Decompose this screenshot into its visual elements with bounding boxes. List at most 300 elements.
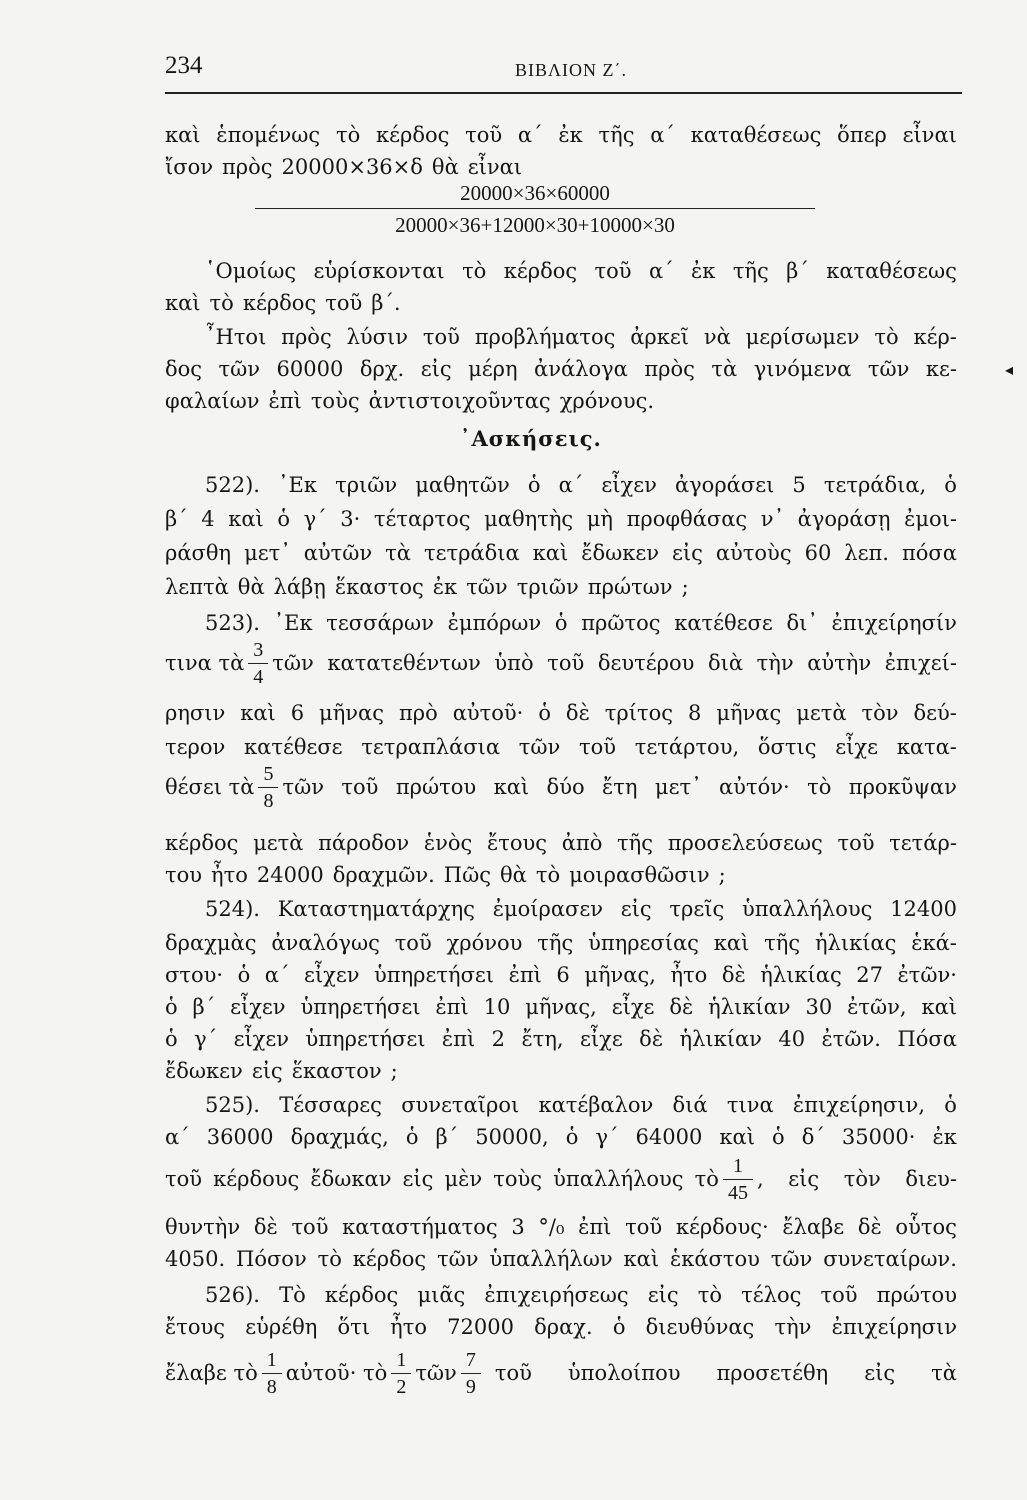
word: °/₀ (538, 1215, 565, 1239)
fraction-denominator: 45 (723, 1179, 753, 1206)
fraction-numerator: 5 (263, 762, 274, 785)
word: εἰς (620, 897, 652, 921)
word: 27 (856, 963, 883, 987)
word: ἐκ (691, 259, 716, 283)
word: μῆνας, (584, 963, 656, 987)
word: ἐπιχειρήσεως (484, 1283, 629, 1307)
word: τοῦ (291, 1215, 329, 1239)
word: 36000 (206, 1125, 274, 1149)
word: δεύ- (913, 701, 957, 725)
word: προκῦψαν (848, 775, 957, 799)
word: εἶχε (835, 735, 878, 759)
word: τὸ (335, 123, 361, 147)
word: τῆς (732, 259, 769, 283)
word: ὑπαλλήλων (489, 1247, 613, 1271)
word: εἶχεν (601, 473, 657, 497)
fraction-line (165, 628, 957, 698)
word: ἑνὸς (423, 831, 473, 855)
word: τοῦ (547, 651, 585, 675)
word: 40 (778, 1027, 806, 1051)
word: ὑπαλλήλους (553, 1167, 684, 1191)
word: χρόνους. (559, 389, 655, 413)
word: χρόνου (446, 931, 523, 955)
word: ρησιν (165, 701, 226, 725)
word: εἰς (251, 1059, 283, 1083)
word-group (165, 1167, 719, 1191)
word: προβλήματος (474, 325, 616, 349)
word: μερίσωμεν (745, 325, 860, 349)
word: τὰ (931, 1361, 957, 1385)
word: γινόμενα (753, 357, 852, 381)
word: β΄ (165, 507, 188, 531)
word: κέρδος (352, 1247, 427, 1271)
text-line (165, 502, 957, 536)
word: ὑπηρετήσει (305, 1027, 426, 1051)
word: ῾Ομοίως (205, 259, 297, 283)
word: ὁ (612, 1315, 626, 1339)
word: οὗτος (895, 1215, 957, 1239)
word: 10 (483, 995, 511, 1019)
word: ἔλαβε (782, 1215, 845, 1239)
word: ἔδωκεν (165, 1059, 243, 1083)
word: ἐπιχεί- (884, 651, 957, 675)
fraction-numerator: 3 (253, 638, 264, 661)
word: 525). (205, 1093, 260, 1117)
word: καὶ (228, 507, 264, 531)
word-group (282, 775, 957, 799)
word: διευ- (905, 1167, 957, 1191)
header-rule (165, 92, 962, 94)
word: τοῦ (325, 291, 363, 315)
word: πρῶτος (581, 611, 661, 635)
word: κέρδους (213, 1167, 300, 1191)
fraction-three-quarters (248, 637, 268, 690)
word: γ΄ (194, 1027, 218, 1051)
page-number: 234 (165, 52, 203, 79)
word: αὐτῶν (303, 541, 373, 565)
word: τοῦ (165, 1167, 203, 1191)
word: εἶχεν (230, 995, 286, 1019)
word: τὸ (535, 863, 561, 887)
word: ἦτο (211, 863, 248, 887)
word: αὐτοῦ· (452, 701, 524, 725)
word: πρώτου (395, 775, 477, 799)
word: αὐτὴν (807, 651, 872, 675)
word: ἐπὶ (508, 963, 542, 987)
word: ; (718, 863, 726, 887)
word: καὶ (165, 291, 201, 315)
word: ὁ (277, 507, 290, 531)
page-header (165, 52, 962, 96)
word: ἐκ (932, 1125, 957, 1149)
fraction-one-half (391, 1347, 411, 1400)
word: ᾿Εκ (278, 473, 317, 497)
word: τὸ (697, 1283, 722, 1307)
word: α΄ (558, 473, 584, 497)
word: τοῦ (494, 1361, 532, 1385)
word: δραχμῶν. (332, 863, 435, 887)
exercise-524-line (165, 892, 957, 926)
word: Πόσον (236, 1247, 307, 1271)
word: τοῦ (594, 259, 632, 283)
word: ὁ (527, 473, 541, 497)
word: ἦτο (390, 1315, 427, 1339)
text-line (165, 696, 957, 730)
word: ἐπιχείρησιν, (792, 1093, 926, 1117)
word: δραχμὰς (165, 931, 257, 955)
word: μαθητῶν (415, 473, 510, 497)
word: τὸ (209, 291, 234, 315)
word: ῏Ητοι (205, 325, 267, 349)
fraction-denominator: 4 (248, 663, 268, 690)
word: γ΄ (303, 507, 327, 531)
word: καὶ (623, 1247, 660, 1271)
word: θὰ (500, 863, 527, 887)
word: ὁ (405, 1125, 419, 1149)
word: κατα- (896, 735, 957, 759)
word: καὶ (719, 1125, 755, 1149)
word: κατατεθέντων (327, 651, 481, 675)
word: α΄ (165, 1125, 190, 1149)
word: λεπ. (844, 541, 889, 565)
word: μῆνας (319, 701, 384, 725)
word: ἡλικίαν (708, 995, 791, 1019)
word: κατέθεσε (244, 735, 343, 759)
word: καταθέσεως (826, 259, 957, 283)
word: ἐπιχείρησιν (831, 1315, 957, 1339)
word: δι᾿ (786, 611, 818, 635)
word: τῶν (867, 357, 910, 381)
word: λύσιν (346, 325, 408, 349)
margin-mark: ◂ (1005, 360, 1014, 379)
word: 3· (340, 507, 361, 531)
word: τοῦ (394, 931, 432, 955)
fraction-numerator: 1 (266, 1348, 277, 1371)
text-line (165, 1210, 957, 1244)
word: ἐτῶν, (847, 995, 907, 1019)
word: πρὸς (221, 155, 273, 179)
word: πρὸς (281, 325, 332, 349)
word: ἐπὶ (435, 995, 469, 1019)
word: μετὰ (796, 701, 847, 725)
word: τοῦ (625, 1215, 663, 1239)
word: δραχ. (534, 1315, 593, 1339)
word: ᾿Εκ (273, 611, 313, 635)
word: ἕκαστον (291, 1059, 382, 1083)
text-line (165, 1022, 957, 1056)
word: 524). (205, 897, 260, 921)
text-segment: τινα τὰ (165, 651, 245, 675)
text-line (165, 320, 957, 354)
word: τοῦ (837, 831, 875, 855)
word: μαθητὴς (484, 507, 574, 531)
word: 60000 (276, 357, 344, 381)
word: τοῦ (579, 735, 617, 759)
text-line (165, 826, 957, 860)
word: ἐκ (432, 575, 458, 599)
word: ὁ (944, 1093, 957, 1117)
word: τὰ (385, 541, 411, 565)
word: ἐπὶ (578, 1215, 612, 1239)
word: 8 (687, 701, 702, 725)
text-line (165, 118, 957, 152)
word: α΄ (650, 123, 675, 147)
word: κέρδους· (675, 1215, 769, 1239)
word: ἕκαστος (334, 575, 424, 599)
word: ἀπὸ (561, 831, 603, 855)
word: μέρη (468, 357, 518, 381)
word: τῶν (466, 575, 508, 599)
word: μὴ (586, 507, 613, 531)
word: Τέσσαρες (279, 1093, 382, 1117)
word: 6 (290, 701, 305, 725)
word: τετραπλάσια (361, 735, 500, 759)
word: μὲν (444, 1167, 483, 1191)
word: τοῦ (422, 325, 460, 349)
word: ἔτη, (521, 1027, 564, 1051)
word: ὑπολοίπου (567, 1361, 681, 1385)
word: ; (681, 575, 689, 599)
word: ἐπὶ (268, 389, 302, 413)
word: τριῶν (516, 575, 579, 599)
word: δὲ (565, 701, 590, 725)
word: καὶ (165, 123, 201, 147)
word: 12400 (890, 897, 957, 921)
word: ἐμοι- (904, 507, 957, 531)
word: εὑρέθη (245, 1315, 318, 1339)
word: κέρδος (375, 123, 450, 147)
word: τὸν (861, 701, 899, 725)
word: ὅστις (757, 735, 817, 759)
word: 6 (556, 963, 570, 987)
word: 50000, (475, 1125, 549, 1149)
text-line (165, 990, 957, 1024)
word: ἑκάστου (669, 1247, 760, 1271)
word: καταθέσεως (690, 123, 822, 147)
word: μῆνας, (525, 995, 597, 1019)
text-segment: ἔλαβε τὸ (165, 1361, 258, 1385)
word: κέρδος (324, 1283, 399, 1307)
word: τετάρτου, (634, 735, 740, 759)
word: 4 (201, 507, 215, 531)
word: ὁ (237, 963, 251, 987)
word: ἔτους (165, 1315, 226, 1339)
word: Τὸ (279, 1283, 306, 1307)
word: , (757, 1167, 764, 1191)
word: ἦτο (670, 963, 708, 987)
word: 64000 (635, 1125, 703, 1149)
fraction-five-eighths (258, 761, 278, 814)
word: κέρδος (165, 831, 239, 855)
word: 35000· (841, 1125, 916, 1149)
word: Πῶς (443, 863, 491, 887)
word: εἰς (402, 1167, 434, 1191)
word: καταστήματος (342, 1215, 498, 1239)
word: στου· (165, 963, 224, 987)
word-group (757, 1167, 957, 1191)
exercise-525-line (165, 1088, 957, 1122)
word: 2 (491, 1027, 506, 1051)
word: 3 (511, 1215, 525, 1239)
word: τὸν (843, 1167, 881, 1191)
word: ὁ (165, 1027, 178, 1051)
word: πρὸ (398, 701, 438, 725)
word: φαλαίων (165, 389, 260, 413)
word: μετ᾿ (244, 541, 291, 565)
word: 4050. (165, 1247, 226, 1271)
word: αὐτοὺς (715, 541, 792, 565)
word: καὶ (713, 931, 750, 955)
word: τὰ (711, 357, 738, 381)
word: κέρδος (242, 291, 317, 315)
word: 526). (205, 1283, 260, 1307)
fraction-numerator: 1 (733, 1154, 743, 1177)
fraction-denominator: 20000×36+12000×30+10000×30 (255, 208, 815, 241)
word: διὰ (707, 651, 744, 675)
word: ὑπηρετήσει (300, 995, 421, 1019)
word: κατέβαλον (538, 1093, 654, 1117)
fraction-one-45th (723, 1153, 753, 1206)
word: δὲ (721, 963, 746, 987)
word: ; (390, 1059, 398, 1083)
word: συνεταίρων. (823, 1247, 957, 1271)
word: ἐπιχείρησίν (831, 611, 957, 635)
fraction-seven-ninths (461, 1347, 481, 1400)
word: ἡλικίαν (679, 1027, 762, 1051)
word: δὲ (857, 1215, 882, 1239)
word: τετράδια, (823, 473, 927, 497)
word: εἰς (671, 541, 703, 565)
word: τῆς (598, 123, 635, 147)
text-line (165, 1242, 957, 1276)
fraction-numerator: 7 (465, 1348, 476, 1371)
word: εἶναι (902, 123, 957, 147)
word: β΄ (786, 259, 809, 283)
word: τοὺς (310, 389, 360, 413)
word: ὁ (565, 1125, 579, 1149)
word: μιᾶς (417, 1283, 466, 1307)
word: εἶχε (580, 1027, 623, 1051)
word: 24000 (256, 863, 324, 887)
word: αὐτόν· (719, 775, 790, 799)
word: εἶναι (467, 155, 523, 179)
word: λάβῃ (273, 575, 326, 599)
word: θὰ (431, 155, 459, 179)
word: ἀγοράσει (674, 473, 775, 497)
word: κε- (925, 357, 957, 381)
word: δευτέρου (597, 651, 695, 675)
word: κέρδος (503, 259, 578, 283)
word: καὶ (493, 775, 530, 799)
word: ὁ (944, 473, 957, 497)
word: ἔτη (602, 775, 638, 799)
word: τριῶν (335, 473, 398, 497)
fraction-numerator: 20000×36×60000 (460, 181, 610, 205)
word-group (272, 651, 957, 675)
word: δὲ (639, 1027, 664, 1051)
word: ἐμοίρασεν (492, 897, 604, 921)
word: εἰς (788, 1167, 820, 1191)
text-line (165, 536, 957, 570)
exercise-522-line (165, 468, 957, 502)
word: ὅτι (337, 1315, 370, 1339)
word: τρεῖς (669, 897, 725, 921)
word: ἐκ (558, 123, 583, 147)
word: τοῦ (341, 775, 379, 799)
word: δραχμάς, (290, 1125, 389, 1149)
word: εἶχεν (303, 963, 360, 987)
fraction-denominator: 9 (461, 1373, 481, 1400)
word: ν᾿ (760, 507, 785, 531)
fraction-denominator: 2 (391, 1373, 411, 1400)
word: εὑρίσκονται (313, 259, 445, 283)
word: β΄ (435, 1125, 459, 1149)
word: 5 (792, 473, 806, 497)
word: τὴν (756, 651, 794, 675)
word: ὅπερ (837, 123, 887, 147)
text-segment: θέσει τὰ (165, 775, 255, 799)
word: του (165, 863, 203, 887)
word: 20000×36×δ (281, 155, 423, 179)
word: διά (672, 1093, 708, 1117)
word: τέλος (741, 1283, 802, 1307)
text-line (165, 858, 957, 892)
section-heading: ᾿Ασκήσεις. (460, 426, 602, 451)
word: τὸ (874, 325, 899, 349)
word: ὑπὸ (494, 651, 534, 675)
word: β΄ (192, 995, 216, 1019)
word: λεπτὰ (165, 575, 229, 599)
word: τὸ (462, 259, 487, 283)
word: τὴν (774, 1315, 812, 1339)
word: νὰ (703, 325, 731, 349)
word: προσελεύσεως (667, 831, 823, 855)
word: 523). (205, 611, 260, 635)
word: α΄ (648, 259, 674, 283)
word: ἀναλόγως (271, 931, 380, 955)
word: τῶν (518, 735, 561, 759)
word: 60 (804, 541, 832, 565)
word: 522). (205, 473, 260, 497)
word: Καταστηματάρχης (277, 897, 475, 921)
word-group (495, 1361, 957, 1385)
word: τὸ (317, 1247, 342, 1271)
word: τὸ (807, 775, 832, 799)
word: πρὸς (644, 357, 695, 381)
word: ὁ (772, 1125, 785, 1149)
word: τοῦ (465, 123, 503, 147)
word: εἶχεν (233, 1027, 290, 1051)
word: μῆνας (716, 701, 782, 725)
text-line (165, 286, 957, 320)
word: ἔδωκαν (310, 1167, 392, 1191)
fraction-line (165, 1338, 957, 1408)
word: τερον (165, 735, 226, 759)
word: ὁ (165, 995, 178, 1019)
word: καὶ (240, 701, 276, 725)
text-segment: αὐτοῦ· τὸ (285, 1361, 388, 1385)
word: 72000 (447, 1315, 514, 1339)
fraction-line (165, 1144, 957, 1214)
running-title: ΒΙΒΛΙΟΝ Ζ΄. (515, 60, 628, 80)
word: ἀρκεῖ (630, 325, 689, 349)
word: τετράδια (423, 541, 520, 565)
word: ὁ (554, 611, 568, 635)
fraction-line (165, 752, 957, 822)
word: συνεταῖροι (401, 1093, 520, 1117)
word: δρχ. (359, 357, 405, 381)
text-line (165, 384, 957, 418)
